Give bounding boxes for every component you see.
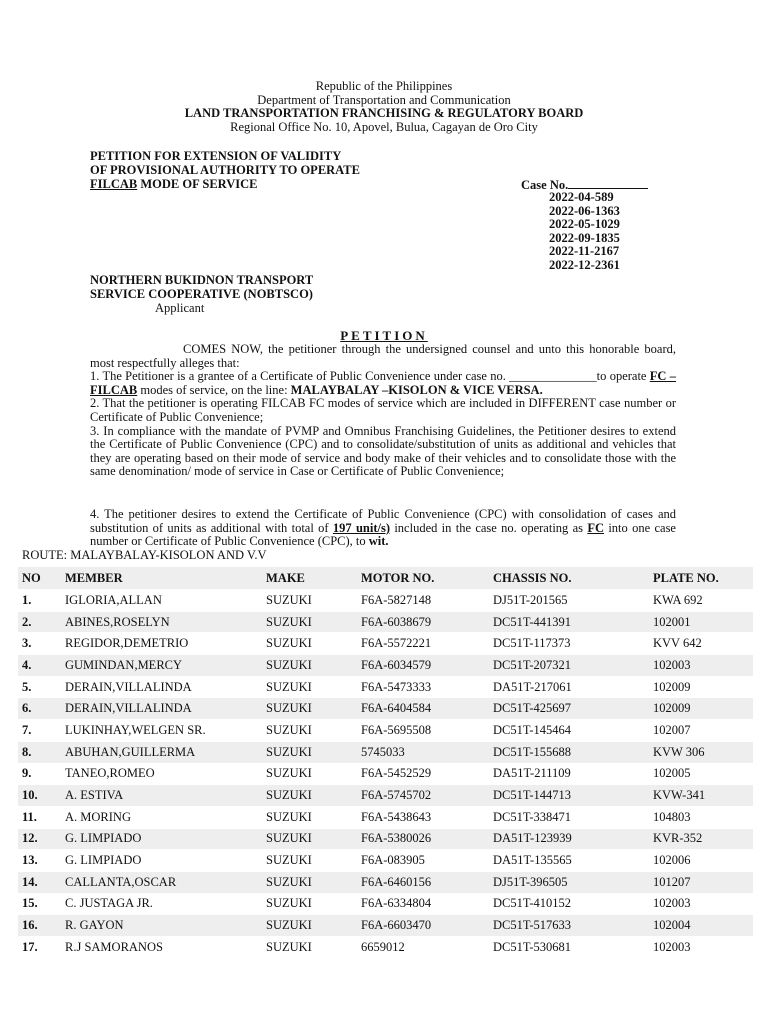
case-number: 2022-05-1029 bbox=[549, 217, 620, 232]
cell-no: 6. bbox=[18, 698, 61, 720]
cell-chassis-no: DC51T-441391 bbox=[489, 611, 649, 633]
cell-make: SUZUKI bbox=[262, 655, 357, 677]
table-row bbox=[18, 720, 753, 742]
cell-chassis-no: DC51T-145464 bbox=[493, 722, 572, 737]
cell-no: 5. bbox=[22, 679, 32, 694]
cell-motor-no: F6A-5695508 bbox=[361, 722, 432, 737]
cell-motor-no: F6A-5827148 bbox=[361, 592, 432, 607]
cell-make: SUZUKI bbox=[262, 915, 357, 937]
cell-member: DERAIN,VILLALINDA bbox=[61, 698, 262, 720]
cell-chassis-no: DA51T-123939 bbox=[489, 828, 649, 850]
cell-plate-no: 102006 bbox=[653, 853, 691, 868]
petition-title-line1: PETITION FOR EXTENSION OF VALIDITY bbox=[90, 149, 342, 163]
cell-chassis-no: DA51T-217061 bbox=[493, 679, 572, 694]
cell-member: ABINES,ROSELYN bbox=[61, 611, 262, 633]
cell-motor-no: F6A-5380026 bbox=[357, 828, 489, 850]
cell-plate-no: 102003 bbox=[653, 896, 691, 911]
applicant-name-line2: SERVICE COOPERATIVE (NOBTSCO) bbox=[90, 287, 313, 301]
cell-member: DERAIN,VILLALINDA bbox=[65, 679, 192, 694]
cell-motor-no: F6A-083905 bbox=[361, 853, 425, 868]
cell-motor-no: 6659012 bbox=[361, 939, 405, 954]
cell-motor-no: F6A-6404584 bbox=[357, 698, 489, 720]
table-row bbox=[18, 785, 753, 807]
cell-plate-no: 102003 bbox=[653, 939, 691, 954]
column-header-chassis-no: CHASSIS NO. bbox=[489, 567, 649, 590]
cell-motor-no: F6A-6034579 bbox=[357, 655, 489, 677]
case-label: Case No. bbox=[521, 177, 648, 193]
case-number: 2022-11-2167 bbox=[549, 244, 620, 259]
header-address: Regional Office No. 10, Apovel, Bulua, Cagayan de Oro City bbox=[230, 120, 538, 134]
table-row bbox=[18, 828, 753, 850]
table-row bbox=[18, 655, 753, 677]
units-table-body bbox=[18, 590, 753, 959]
table-row bbox=[18, 698, 753, 720]
cell-motor-no: F6A-5745702 bbox=[357, 785, 489, 807]
cell-motor-no: F6A-5572221 bbox=[361, 636, 432, 651]
cell-chassis-no: DC51T-517633 bbox=[489, 915, 649, 937]
cell-no: 7. bbox=[22, 722, 32, 737]
table-row bbox=[18, 806, 753, 828]
table-row bbox=[18, 763, 753, 785]
cell-no: 15. bbox=[22, 896, 38, 911]
case-blank-line bbox=[568, 177, 648, 189]
table-row bbox=[18, 611, 753, 633]
cell-no: 14. bbox=[18, 871, 61, 893]
cell-no: 2. bbox=[18, 611, 61, 633]
cell-make: SUZUKI bbox=[262, 785, 357, 807]
petition-paragraph-2: 2. That the petitioner is operating FILCAB FC modes of service which are included in DIFFERENT case number or Certificate of Public Convenience; bbox=[90, 396, 676, 424]
cell-chassis-no: DC51T-207321 bbox=[489, 655, 649, 677]
cell-motor-no: F6A-5438643 bbox=[361, 809, 432, 824]
cell-motor-no: F6A-5473333 bbox=[361, 679, 432, 694]
cell-no: 13. bbox=[22, 853, 38, 868]
cell-no: 1. bbox=[22, 592, 32, 607]
applicant-block bbox=[90, 273, 313, 315]
petition-title-mode: MODE OF SERVICE bbox=[137, 177, 258, 191]
cell-motor-no: F6A-6038679 bbox=[357, 611, 489, 633]
header-department: Department of Transportation and Communication bbox=[257, 93, 511, 107]
cell-member: TANEO,ROMEO bbox=[65, 766, 155, 781]
petition-title-line3 bbox=[90, 177, 360, 191]
cell-member: R. GAYON bbox=[61, 915, 262, 937]
cell-make: SUZUKI bbox=[266, 636, 312, 651]
cell-no: 3. bbox=[22, 636, 32, 651]
table-row bbox=[18, 915, 753, 937]
cell-member: G. LIMPIADO bbox=[61, 828, 262, 850]
petition-title-line2: OF PROVISIONAL AUTHORITY TO OPERATE bbox=[90, 163, 360, 177]
table-row bbox=[18, 741, 753, 763]
cell-make: SUZUKI bbox=[266, 766, 312, 781]
cell-make: SUZUKI bbox=[262, 828, 357, 850]
cell-make: SUZUKI bbox=[262, 698, 357, 720]
cell-plate-no: 104803 bbox=[653, 809, 691, 824]
cell-no: 11. bbox=[22, 809, 37, 824]
table-row bbox=[18, 871, 753, 893]
cell-no: 9. bbox=[22, 766, 32, 781]
cell-plate-no: 102004 bbox=[649, 915, 753, 937]
cell-no: 16. bbox=[18, 915, 61, 937]
cell-plate-no: 102007 bbox=[653, 722, 691, 737]
cell-make: SUZUKI bbox=[266, 853, 312, 868]
cell-motor-no: 5745033 bbox=[357, 741, 489, 763]
cell-no: 17. bbox=[22, 939, 38, 954]
cell-make: SUZUKI bbox=[262, 741, 357, 763]
cell-chassis-no: DC51T-144713 bbox=[489, 785, 649, 807]
units-table bbox=[18, 567, 753, 959]
applicant-role: Applicant bbox=[155, 301, 205, 315]
table-row bbox=[18, 590, 753, 612]
cell-member: A. ESTIVA bbox=[61, 785, 262, 807]
cell-plate-no: KVV 642 bbox=[653, 636, 702, 651]
column-header-motor-no: MOTOR NO. bbox=[357, 567, 489, 590]
petition-heading: PETITION bbox=[340, 328, 428, 343]
cell-member: CALLANTA,OSCAR bbox=[61, 871, 262, 893]
cell-member: ABUHAN,GUILLERMA bbox=[61, 741, 262, 763]
cell-chassis-no: DC51T-410152 bbox=[493, 896, 572, 911]
petition-body bbox=[90, 343, 676, 479]
cell-plate-no: 102009 bbox=[649, 698, 753, 720]
cell-chassis-no: DJ51T-396505 bbox=[489, 871, 649, 893]
cell-motor-no: F6A-6334804 bbox=[361, 896, 432, 911]
petition-title bbox=[90, 149, 360, 191]
cell-plate-no: 102005 bbox=[653, 766, 691, 781]
case-number: 2022-09-1835 bbox=[549, 230, 620, 245]
cell-no: 10. bbox=[18, 785, 61, 807]
table-row bbox=[18, 850, 753, 872]
cell-chassis-no: DJ51T-201565 bbox=[493, 592, 568, 607]
cell-make: SUZUKI bbox=[262, 871, 357, 893]
cell-make: SUZUKI bbox=[266, 939, 312, 954]
cell-plate-no: 102001 bbox=[649, 611, 753, 633]
cell-member: REGIDOR,DEMETRIO bbox=[65, 636, 189, 651]
cell-plate-no: 102009 bbox=[653, 679, 691, 694]
cell-plate-no: KVW 306 bbox=[649, 741, 753, 763]
cell-chassis-no: DC51T-530681 bbox=[493, 939, 572, 954]
petition-paragraph-3: 3. In compliance with the mandate of PVMP and Omnibus Franchising Guidelines, the Petitioner desires to extend the Certificate of Public Convenience (CPC) and to consolidate/substitution of units as additional and vehicles that they are operating based on their mode of service and body make of their vehicles and to consolidate those with the same denomination/ mode of service in Case or Certificate of Public Convenience; bbox=[90, 423, 676, 479]
case-number: 2022-06-1363 bbox=[549, 203, 620, 218]
petition-intro: COMES NOW, the petitioner through the undersigned counsel and unto this honorable board, most respectfully alleges that: bbox=[90, 342, 676, 370]
cell-make: SUZUKI bbox=[266, 592, 312, 607]
column-header-make: MAKE bbox=[262, 567, 357, 590]
cell-motor-no: F6A-6603470 bbox=[357, 915, 489, 937]
table-row bbox=[18, 633, 753, 655]
cell-chassis-no: DC51T-117373 bbox=[493, 636, 571, 651]
cell-member: G. LIMPIADO bbox=[65, 853, 142, 868]
table-row bbox=[18, 676, 753, 698]
cell-chassis-no: DC51T-338471 bbox=[493, 809, 572, 824]
petition-paragraph-4: 4. The petitioner desires to extend the Certificate of Public Convenience (CPC) with consolidation of cases and substitution of units as additional with total of 197 unit/s) included in the case no. operating as FC into one case number or Certificate of Public Convenience (CPC), to wit. bbox=[90, 507, 676, 549]
cell-chassis-no: DA51T-211109 bbox=[493, 766, 571, 781]
cell-member: C. JUSTAGA JR. bbox=[65, 896, 153, 911]
cell-make: SUZUKI bbox=[266, 809, 312, 824]
cell-motor-no: F6A-5452529 bbox=[361, 766, 432, 781]
cell-make: SUZUKI bbox=[262, 611, 357, 633]
cell-member: IGLORIA,ALLAN bbox=[65, 592, 162, 607]
cell-chassis-no: DC51T-155688 bbox=[489, 741, 649, 763]
table-row bbox=[18, 893, 753, 915]
route-label: ROUTE: MALAYBALAY-KISOLON AND V.V bbox=[22, 548, 267, 562]
applicant-name-line1: NORTHERN BUKIDNON TRANSPORT bbox=[90, 273, 314, 287]
case-number-list bbox=[549, 191, 620, 273]
cell-member: GUMINDAN,MERCY bbox=[61, 655, 262, 677]
cell-member: A. MORING bbox=[65, 809, 131, 824]
column-header-no: NO bbox=[18, 567, 61, 590]
cell-no: 12. bbox=[18, 828, 61, 850]
table-header-row bbox=[18, 567, 753, 590]
cell-chassis-no: DA51T-135565 bbox=[493, 853, 572, 868]
cell-motor-no: F6A-6460156 bbox=[357, 871, 489, 893]
header-republic: Republic of the Philippines bbox=[315, 79, 453, 93]
cell-plate-no: 102003 bbox=[649, 655, 753, 677]
column-header-plate-no: PLATE NO. bbox=[649, 567, 753, 590]
cell-plate-no: KWA 692 bbox=[653, 592, 703, 607]
cell-plate-no: 101207 bbox=[649, 871, 753, 893]
cell-no: 4. bbox=[18, 655, 61, 677]
cell-no: 8. bbox=[18, 741, 61, 763]
cell-plate-no: KVR-352 bbox=[649, 828, 753, 850]
cell-make: SUZUKI bbox=[266, 896, 312, 911]
cell-make: SUZUKI bbox=[266, 679, 312, 694]
header-board: LAND TRANSPORTATION FRANCHISING & REGULATORY BOARD bbox=[184, 106, 584, 120]
petition-title-filcab: FILCAB bbox=[90, 177, 138, 191]
case-number: 2022-04-589 bbox=[549, 190, 614, 204]
petition-paragraph-1: 1. The Petitioner is a grantee of a Certificate of Public Convenience under case no. ______________to operate FC – FILCAB modes of service, on the line: MALAYBALAY –KISOLON & VICE VERSA. bbox=[90, 369, 676, 397]
case-number: 2022-12-2361 bbox=[549, 257, 620, 272]
cell-chassis-no: DC51T-425697 bbox=[489, 698, 649, 720]
cell-plate-no: KVW-341 bbox=[649, 785, 753, 807]
cell-member: LUKINHAY,WELGEN SR. bbox=[65, 722, 206, 737]
cell-member: R.J SAMORANOS bbox=[65, 939, 163, 954]
cell-make: SUZUKI bbox=[266, 722, 312, 737]
column-header-member: MEMBER bbox=[61, 567, 262, 590]
table-row bbox=[18, 937, 753, 959]
